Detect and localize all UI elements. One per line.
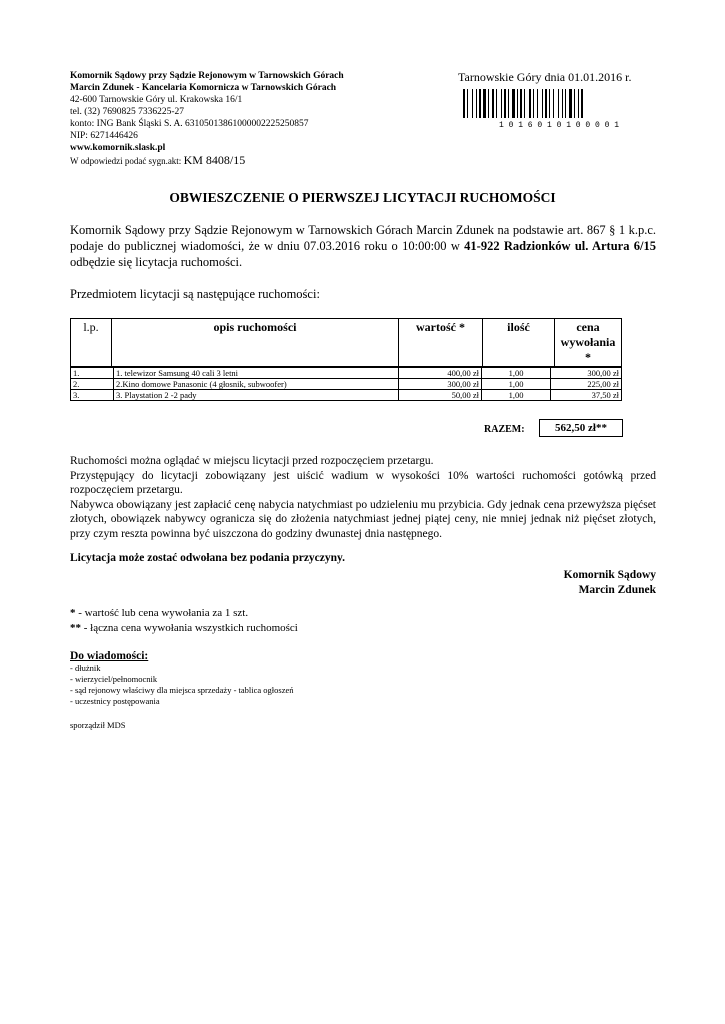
document-title: OBWIESZCZENIE O PIERWSZEJ LICYTACJI RUCHOMOŚCI	[169, 190, 556, 205]
items-table-header	[70, 318, 622, 367]
barcode-bar	[479, 89, 481, 118]
footnote-mark: *	[70, 607, 76, 619]
barcode-bar	[501, 89, 502, 118]
footnote-mark: **	[70, 622, 81, 634]
intro-paragraph	[70, 222, 656, 270]
recipients-list	[70, 663, 294, 707]
barcode-bar	[472, 89, 473, 118]
signature-name: Marcin Zdunek	[578, 584, 656, 596]
barcode-bar	[512, 89, 515, 118]
footnote-text: - wartość lub cena wywołania za 1 szt.	[75, 607, 249, 619]
place-date: Tarnowskie Góry dnia 01.01.2016 r.	[458, 70, 632, 84]
barcode-bar	[574, 89, 575, 118]
terms-viewing: Ruchomości można oglądać w miejscu licytacji przed rozpoczęciem przetargu.	[70, 455, 434, 467]
barcode-bar	[545, 89, 547, 118]
footnote-text: - łączna cena wywołania wszystkich ruchomości	[81, 622, 298, 634]
cell-description: 3. Playstation 2 -2 pady	[114, 390, 399, 401]
barcode-bar	[496, 89, 497, 118]
cell-value: 300,00 zł	[399, 379, 482, 390]
case-reference-label: W odpowiedzi podać sygn.akt:	[70, 156, 182, 166]
barcode-bar	[549, 89, 550, 118]
barcode-bar	[492, 89, 494, 118]
footnotes	[70, 606, 298, 636]
prepared-by: sporządził MDS	[70, 720, 126, 730]
total-label: RAZEM:	[484, 424, 525, 435]
table-row	[71, 368, 622, 379]
sender-office: Marcin Zdunek - Kancelaria Komornicza w Tarnowskich Górach	[70, 83, 337, 93]
barcode-bar	[565, 89, 566, 118]
header-value: wartość *	[399, 319, 483, 367]
barcode-bar	[467, 89, 468, 118]
barcode-bar	[520, 89, 522, 118]
case-reference-value: KM 8408/15	[183, 153, 246, 167]
barcode-bar	[463, 89, 465, 118]
list-item: - uczestnicy postępowania	[70, 696, 160, 706]
cell-value: 50,00 zł	[399, 390, 482, 401]
cell-lp: 3.	[71, 390, 114, 401]
barcode-bar	[533, 89, 534, 118]
intro-text-1: Komornik Sądowy przy Sądzie Rejonowym w Tarnowskich Górach Marcin Zdunek na podstawie art. 867 § 1 k.p.c. podaje do publicznej wiadomości, że w dniu 07.03.2016 roku o 10:00:00 w	[70, 223, 656, 253]
barcode-bar	[562, 89, 563, 118]
cell-quantity: 1,00	[482, 390, 551, 401]
barcode-bar	[517, 89, 518, 118]
sender-name: Komornik Sądowy przy Sądzie Rejonowym w Tarnowskich Górach	[70, 71, 344, 81]
sender-phone: tel. (32) 7690825 7336225-27	[70, 107, 184, 117]
subject-line: Przedmiotem licytacji są następujące ruchomości:	[70, 287, 320, 301]
table-row	[71, 390, 622, 401]
barcode-bar	[581, 89, 583, 118]
footnote-single	[70, 606, 298, 621]
cell-price: 300,00 zł	[551, 368, 622, 379]
cell-lp: 2.	[71, 379, 114, 390]
auction-address: 41-922 Radzionków ul. Artura 6/15	[464, 239, 656, 253]
barcode-image	[462, 89, 657, 129]
cell-quantity: 1,00	[482, 379, 551, 390]
cancellation-note: Licytacja może zostać odwołana bez podania przyczyny.	[70, 552, 346, 564]
signature-block	[564, 568, 656, 598]
barcode-bar	[542, 89, 543, 118]
barcode-bar	[483, 89, 486, 118]
sender-header	[70, 70, 344, 167]
barcode-bar	[488, 89, 489, 118]
barcode-bar	[578, 89, 579, 118]
header-description: opis ruchomości	[112, 319, 399, 367]
items-table	[70, 367, 622, 401]
list-item: - sąd rejonowy właściwy dla miejsca sprzedaży - tablica ogłoszeń	[70, 685, 294, 695]
header-price: cena wywołania *	[555, 319, 622, 367]
auction-terms	[70, 454, 656, 541]
sender-www: www.komornik.slask.pl	[70, 143, 166, 153]
barcode-bar	[558, 89, 559, 118]
list-item: - wierzyciel/pełnomocnik	[70, 674, 158, 684]
cell-lp: 1.	[71, 368, 114, 379]
cell-price: 37,50 zł	[551, 390, 622, 401]
barcode-bar	[529, 89, 531, 118]
cell-quantity: 1,00	[482, 368, 551, 379]
intro-text-2: odbędzie się licytacja ruchomości.	[70, 255, 243, 269]
footnote-total	[70, 621, 298, 636]
header-quantity: ilość	[483, 319, 555, 367]
cell-description: 2.Kino domowe Panasonic (4 głosnik, subwoofer)	[114, 379, 399, 390]
barcode-bar	[504, 89, 506, 118]
terms-deposit: Przystępujący do licytacji zobowiązany jest uiścić wadium w wysokości 10% wartości ruchomości gotówką przed rozpoczęciem przetargu.	[70, 469, 656, 496]
sender-account: konto: ING Bank Śląski S. A. 63105013861000002225250857	[70, 119, 309, 129]
list-item: - dłużnik	[70, 663, 101, 673]
barcode-digits: 1 0 1 6 0 1 0 1 0 0 0 0 1	[498, 121, 620, 129]
barcode-bar	[508, 89, 509, 118]
barcode-bars	[463, 89, 583, 118]
header-lp: l.p.	[71, 319, 112, 367]
barcode-bar	[553, 89, 554, 118]
cell-description: 1. telewizor Samsung 40 cali 3 letni	[114, 368, 399, 379]
barcode-bar	[569, 89, 572, 118]
table-row	[71, 379, 622, 390]
barcode-bar	[476, 89, 477, 118]
case-reference	[70, 154, 344, 167]
recipients-title: Do wiadomości:	[70, 650, 149, 662]
sender-address: 42-600 Tarnowskie Góry ul. Krakowska 16/1	[70, 95, 243, 105]
terms-payment: Nabywca obowiązany jest zapłacić cenę nabycia natychmiast po udzieleniu mu przybicia. Gdy jednak cena przewyższa pięćset złotych, obowiązek nabywcy ogranicza się do złożenia natychmiast jednej piątej ceny, nie mniej jednak niż pięćset złotych, przy czym reszta powinna być uiszczona do godziny dwunastej dnia następnego.	[70, 498, 656, 540]
sender-nip: NIP: 6271446426	[70, 131, 138, 141]
cell-price: 225,00 zł	[551, 379, 622, 390]
cell-value: 400,00 zł	[399, 368, 482, 379]
barcode-bar	[524, 89, 525, 118]
total-value: 562,50 zł**	[539, 419, 623, 437]
barcode-bar	[537, 89, 538, 118]
signature-title: Komornik Sądowy	[563, 569, 656, 581]
